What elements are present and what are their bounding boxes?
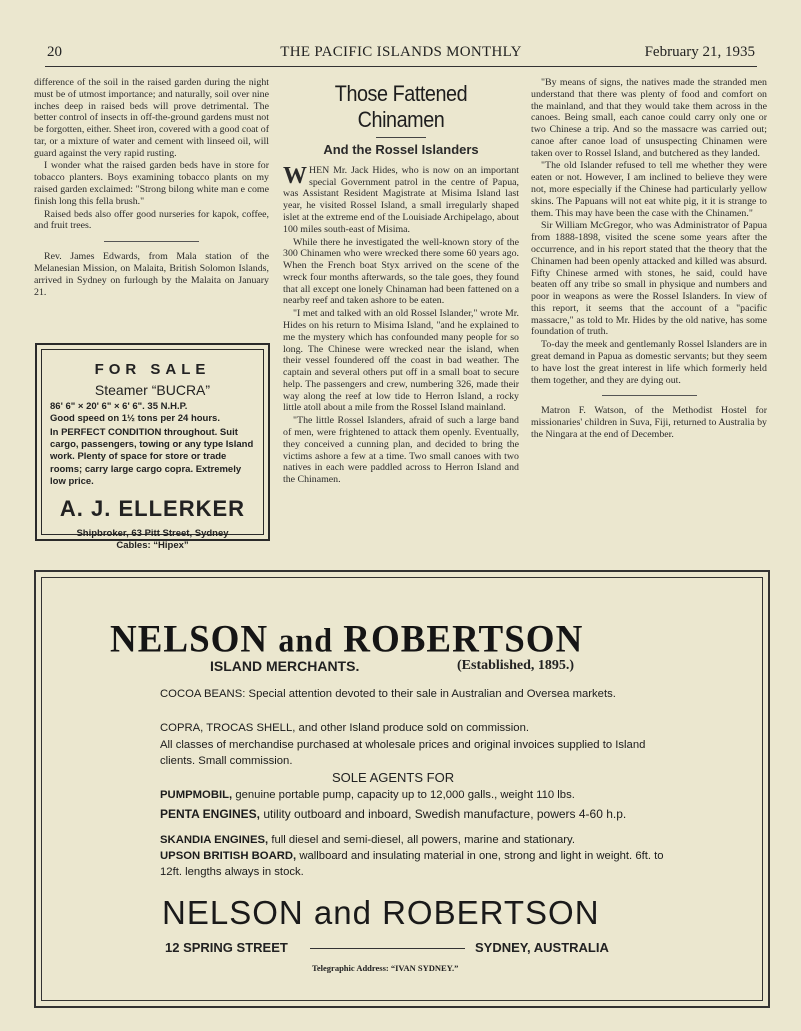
skandia-line — [160, 833, 670, 849]
article-subtitle: And the Rossel Islanders — [323, 142, 479, 158]
skandia-label: SKANDIA ENGINES, — [160, 834, 269, 846]
article-paragraph-2: While there he investigated the well-known story of the 300 Chinamen who were wrecked there some 60 years ago. When the French boat Styx arrived on the scene of the wreck four months afterwards, so the tale goes, they found that all except one lonely Chinaman had been fattened on a nearby reef and taken ashore to be eaten. — [283, 236, 519, 307]
column-right — [531, 77, 767, 442]
for-sale-inner-frame — [41, 349, 264, 552]
copra-line — [160, 721, 670, 737]
column-middle — [283, 77, 519, 487]
seller-name: A. J. ELLERKER — [59, 496, 246, 522]
penta-line — [160, 806, 670, 823]
pumpmobil-text: genuine portable pump, capacity up to 12,000 galls., weight 110 lbs. — [235, 789, 575, 801]
upson-line — [160, 849, 670, 881]
issue-date: February 21, 1935 — [644, 44, 755, 60]
article-paragraph-7: Sir William McGregor, who was Administrator of Papua from 1888-1898, visited the scene some years after the occurrence, and in his report stated that the theory that the Chinamen had been openly attacked and killed was absurd. Fifty Chinese armed with stones, he said, could have beaten off any tribe so small in physique and numbers and poor in weapons as were the Rossel Islanders. In view of this report, it seems that the account of a "pacific massacre," as told to Mr. Hides by the old native, has some foundation of truth. — [531, 220, 767, 338]
sole-agents-heading: SOLE AGENTS FOR — [332, 770, 455, 785]
street-address: 12 SPRING STREET — [165, 940, 288, 955]
page-number: 20 — [47, 44, 62, 60]
nelson-robertson-advert — [34, 570, 770, 1008]
address-rule — [310, 948, 465, 949]
advert-signature: NELSON and ROBERTSON — [162, 894, 600, 931]
news-note-watson: Matron F. Watson, of the Methodist Hostel for missionaries' children in Suva, Fiji, returned to Australia by the Ningara at the end of December. — [531, 405, 767, 440]
advert-title-robertson: ROBERTSON — [343, 617, 584, 662]
article-paragraph-4: "The little Rossel Islanders, afraid of such a large band of men, were frightened to attack them openly. Eventually, they conceived a cunning plan, and decided to bring the victims ashore a few at a time. Two small canoes with two natives in each were paddled across to Herron Island and the Chinamen. — [283, 415, 519, 486]
steamer-description: In PERFECT CONDITION throughout. Suit cargo, passengers, towing or any type Island work. Plenty of space for store or trade rooms; carry large cargo copra. Extremely low price. — [50, 426, 254, 488]
news-note-edwards: Rev. James Edwards, from Mala station of the Melanesian Mission, on Malaita, British Solomon Islands, arrived in Sydney on furlough by the Malaita on January 21. — [34, 251, 269, 298]
article-paragraph-6: "The old Islander refused to tell me whether they were eaten or not. However, I am inclined to believe they were not, more especially if the Chinese had particularly yellow skins. The Papuans will not eat white pig, it it is strange to them. This may have been the case with the Chinamen." — [531, 160, 767, 219]
skandia-text: full diesel and semi-diesel, all powers, marine and stationary. — [271, 834, 576, 846]
drop-cap: W — [283, 162, 307, 189]
article-paragraph-1-text: HEN Mr. Jack Hides, who is now on an important special Government patrol in the centre of Papua, was Assistant Resident Magistrate at Misima Island last year, he visited Rossel Island, a small irregularly shaped islet at the extreme end of the Louisiade Archipelago, about 100 miles south-east of Misima. — [283, 164, 519, 235]
page-header — [47, 44, 755, 64]
penta-text: utility outboard and inboard, Swedish manufacture, powers 4-60 h.p. — [263, 807, 627, 821]
pumpmobil-line — [160, 788, 670, 804]
steamer-dimensions: 86' 6" × 20' 6" × 6' 6". 35 N.H.P. — [50, 401, 188, 412]
island-merchants-label: ISLAND MERCHANTS. — [210, 658, 360, 674]
column-left — [34, 77, 269, 299]
city-address: SYDNEY, AUSTRALIA — [475, 940, 609, 955]
article-paragraph-5: "By means of signs, the natives made the stranded men understand that there was plenty of food and comfort on the mainland, and that they would take them across in the canoes. Being small, each canoe could carry only one or two Chinese a trip. And so the massacre was carried out; canoe after canoe load of unsuspecting Chinamen were taken over to Rossel Island, and butchered as they landed. — [531, 77, 767, 159]
for-sale-heading: FOR SALE — [94, 361, 211, 378]
established-label: (Established, 1895.) — [457, 658, 575, 673]
article-paragraph-3: "I met and talked with an old Rossel Islander," wrote Mr. Hides on his return to Misima Island, "and he explained to me the mystery which has confounded many people for so long. The Chinese were wrecked near the island, when their vessel foundered off the coast in bad weather. The captain and several others put off in a small boat to secure help. The passengers and crew, numbering 326, made their way along the reef at low tide to Herron Island, a rocky little atoll about a mile from the Rossel Island mainland. — [283, 308, 519, 414]
advert-title-nelson: NELSON — [110, 617, 269, 662]
seller-address: Shipbroker, 63 Pitt Street, Sydney — [76, 528, 229, 540]
section-divider — [104, 241, 199, 242]
title-rule — [376, 137, 426, 138]
pumpmobil-label: PUMPMOBIL, — [160, 789, 233, 801]
steamer-name: Steamer “BUCRA” — [94, 382, 211, 398]
cocoa-text: Special attention devoted to their sale in Australian and Oversea markets. — [248, 688, 616, 700]
penta-label: PENTA ENGINES, — [160, 807, 261, 821]
advert-inner-frame — [41, 577, 763, 1001]
garden-paragraph-1: difference of the soil in the raised garden during the night must be of utmost importance; and naturally, soil over nine inches deep in raised beds will prove detrimental. The better control of insects in off-the-ground gardens must not be forgotten, either. Sheet iron, covered with a good coat of tar, or a mixture of water and cement with linseed oil, will guard against the very rapid rusting. — [34, 77, 269, 159]
seller-cables: Cables: “Hipex” — [116, 540, 189, 552]
upson-text: wallboard and insulating material in one, strong and light in weight. 6ft. to 12ft. lengths always in stock. — [160, 850, 664, 878]
section-divider — [602, 395, 697, 396]
merchandise-line: All classes of merchandise purchased at wholesale prices and original invoices supplied to Island clients. Small commission. — [160, 739, 646, 767]
publication-title: THE PACIFIC ISLANDS MONTHLY — [280, 44, 522, 60]
cocoa-label: COCOA BEANS: — [160, 688, 246, 700]
steamer-speed: Good speed on 1½ tons per 24 hours. — [50, 413, 220, 425]
copra-text: and other Island produce sold on commission. — [298, 722, 530, 734]
article-paragraph-1 — [283, 162, 519, 236]
advert-title — [110, 617, 583, 662]
copra-label: COPRA, TROCAS SHELL, — [160, 722, 296, 734]
cocoa-line — [160, 687, 670, 703]
upson-label: UPSON BRITISH BOARD, — [160, 850, 297, 862]
for-sale-advert — [35, 343, 270, 552]
garden-paragraph-3: Raised beds also offer good nurseries for kapok, coffee, and fruit trees. — [34, 208, 269, 232]
article-title: Those Fattened Chinamen — [334, 81, 468, 133]
advert-title-and: and — [278, 621, 333, 659]
article-paragraph-8: To-day the meek and gentlemanly Rossel Islanders are in great demand in Papua as domestic servants; but they seem to have lost the great interest in life which formerly held them together, and they are dying out. — [531, 339, 767, 386]
garden-paragraph-2: I wonder what the raised garden beds have in store for tobacco planters. Boys examining tobacco plants on my raised garden exclaimed: "Strong bilong white man e come finish long this fella brush." — [34, 160, 269, 207]
telegraphic-address: Telegraphic Address: “IVAN SYDNEY.” — [312, 963, 459, 973]
header-rule — [45, 66, 757, 67]
